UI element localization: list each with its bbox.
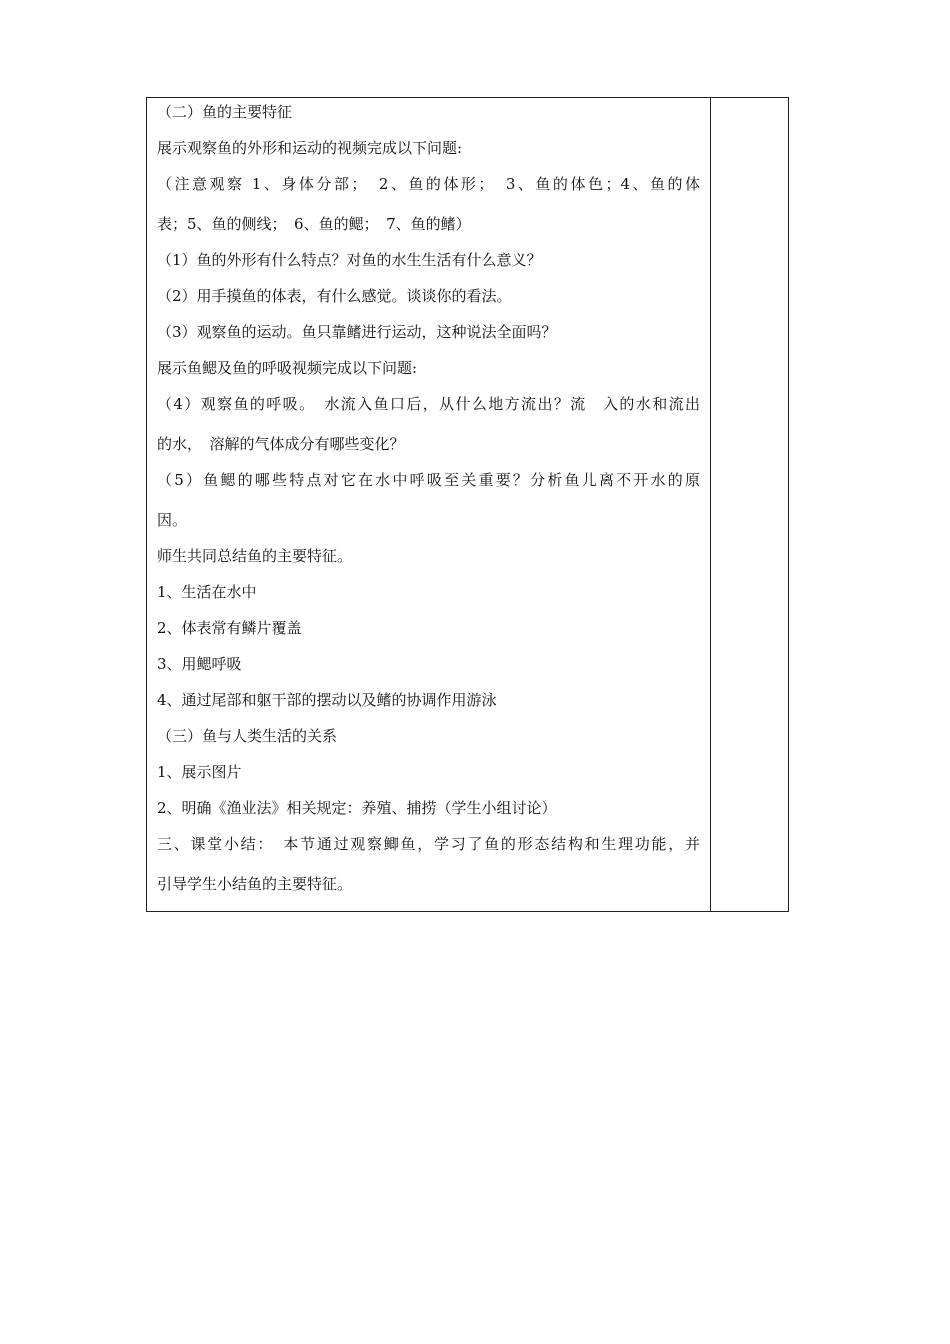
- class-summary-line-2: 引导学生小结鱼的主要特征。: [157, 875, 353, 893]
- question-4-line-2: 的水， 溶解的气体成分有哪些变化？: [157, 435, 405, 453]
- question-2: （2）用手摸鱼的体表，有什么感觉。谈谈你的看法。: [157, 287, 512, 305]
- video-task-intro: 展示观察鱼的外形和运动的视频完成以下问题:: [157, 139, 463, 157]
- section-heading-fish-features: （二）鱼的主要特征: [157, 103, 293, 121]
- question-3: （3）观察鱼的运动。鱼只靠鳍进行运动，这种说法全面吗？: [157, 323, 557, 341]
- lesson-table: [146, 97, 789, 912]
- feature-3: 3、用鳃呼吸: [157, 655, 242, 673]
- activity-2: 2、明确《渔业法》相关规定：养殖、捕捞（学生小组讨论）: [157, 799, 557, 817]
- summary-intro: 师生共同总结鱼的主要特征。: [157, 547, 353, 565]
- question-4-line-1: （4）观察鱼的呼吸。 水流入鱼口后，从什么地方流出？流 入的水和流出: [157, 395, 700, 413]
- question-1: （1）鱼的外形有什么特点？对鱼的水生生活有什么意义？: [157, 251, 542, 269]
- notes-cell: [711, 98, 788, 911]
- question-5-line-1: （5）鱼鳃的哪些特点对它在水中呼吸至关重要？分析鱼儿离不开水的原: [157, 471, 700, 489]
- feature-1: 1、生活在水中: [157, 583, 257, 601]
- question-5-line-2: 因。: [157, 511, 188, 529]
- feature-4: 4、通过尾部和躯干部的摆动以及鳍的协调作用游泳: [157, 691, 497, 709]
- feature-2: 2、体表常有鳞片覆盖: [157, 619, 302, 637]
- content-cell: [147, 98, 710, 911]
- breathing-video-intro: 展示鱼鳃及鱼的呼吸视频完成以下问题:: [157, 359, 418, 377]
- class-summary-line-1: 三、课堂小结： 本节通过观察鲫鱼，学习了鱼的形态结构和生理功能，并: [157, 835, 700, 853]
- section-heading-fish-and-humans: （三）鱼与人类生活的关系: [157, 727, 338, 745]
- observation-points-line-2: 表；5、鱼的侧线； 6、鱼的鳃； 7、鱼的鳍）: [157, 215, 471, 233]
- activity-1: 1、展示图片: [157, 763, 242, 781]
- observation-points-line-1: （注意观察 1、身体分部； 2、鱼的体形； 3、鱼的体色；4、鱼的体: [157, 175, 700, 193]
